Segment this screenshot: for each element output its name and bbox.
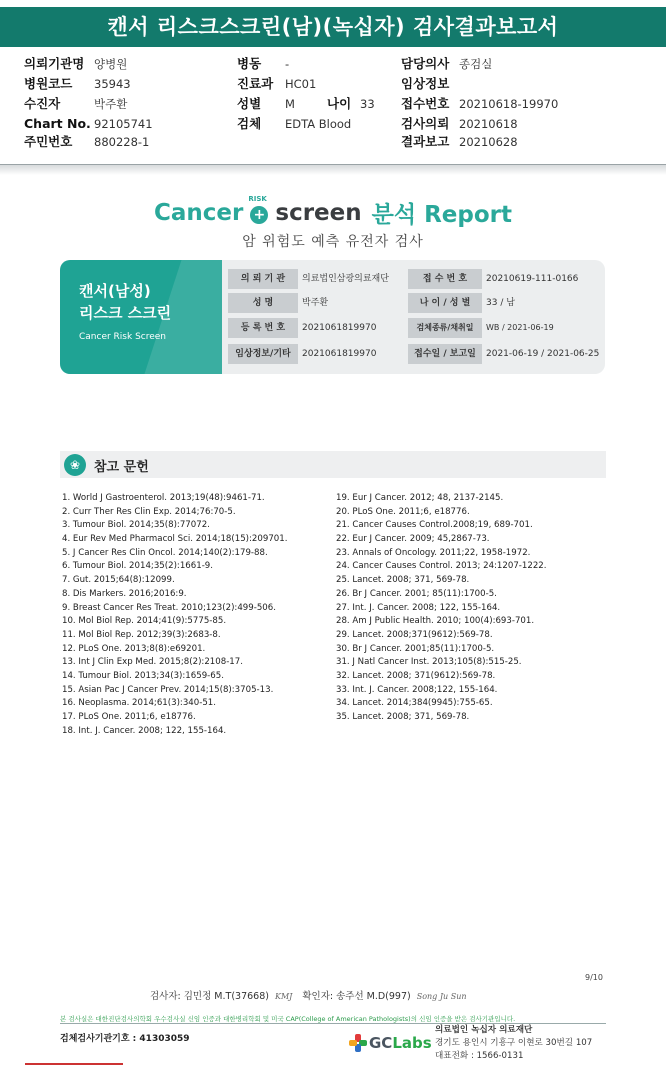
report-title: 캔서 리스크스크린(남)(녹십자) 검사결과보고서 — [0, 7, 666, 47]
logo-gc: GC — [369, 1034, 393, 1052]
organization-name: 의료법인 녹십자 의료재단 — [435, 1025, 533, 1035]
reference-item: 28. Am J Public Health. 2010; 100(4):693-701. — [336, 616, 535, 627]
card-value: 의료법인삼광의료재단 — [302, 274, 389, 284]
reference-item: 16. Neoplasma. 2014;61(3):340-51. — [62, 698, 216, 709]
info-label: 검체 — [237, 116, 262, 131]
info-label: Chart No. — [24, 116, 91, 131]
info-label: 성별 — [237, 96, 262, 111]
info-value: HC01 — [285, 77, 317, 91]
reference-item: 19. Eur J Cancer. 2012; 48, 2137-2145. — [336, 493, 504, 503]
info-row — [237, 116, 351, 132]
info-label: 의뢰기관명 — [24, 56, 85, 71]
info-value: EDTA Blood — [285, 117, 352, 131]
brand-risk: RISK — [248, 194, 267, 203]
report-subtitle: 암 위험도 예측 유전자 검사 — [242, 234, 424, 250]
risk-plus-icon: RISK + — [248, 194, 267, 223]
reference-item: 17. PLoS One. 2011;6, e18776. — [62, 712, 196, 722]
divider — [0, 165, 666, 175]
gc-labs-logo — [349, 1031, 432, 1055]
reference-item: 24. Cancer Causes Control. 2013; 24:1207-1222. — [336, 561, 547, 572]
reference-item: 23. Annals of Oncology. 2011;22, 1958-1972. — [336, 547, 531, 558]
info-label: 검사의뢰 — [401, 116, 450, 131]
info-value: 880228-1 — [94, 135, 150, 149]
info-row — [401, 56, 492, 72]
info-value: 양병원 — [94, 57, 128, 71]
info-row — [24, 76, 131, 92]
logo-labs: Labs — [392, 1034, 432, 1052]
info-row — [401, 134, 518, 150]
organization-info — [435, 1024, 592, 1063]
info-row — [401, 76, 459, 92]
info-value: 35943 — [94, 77, 131, 91]
reference-item: 22. Eur J Cancer. 2009; 45,2867-73. — [336, 534, 490, 545]
info-value: 20210618 — [459, 117, 518, 131]
page-number: 9/10 — [585, 973, 603, 982]
patient-info — [0, 47, 666, 165]
card-title: 리스크 스크린 — [79, 304, 172, 322]
info-value: - — [285, 57, 290, 71]
info-row — [237, 56, 289, 72]
reference-item: 30. Br J Cancer. 2001;85(11):1700-5. — [336, 643, 495, 654]
reference-item: 25. Lancet. 2008; 371, 569-78. — [336, 575, 470, 586]
info-label: 담당의사 — [401, 56, 450, 71]
reference-item: 35. Lancet. 2008; 371, 569-78. — [336, 712, 470, 722]
info-row — [24, 116, 153, 132]
info-value: 박주환 — [94, 97, 128, 111]
reference-item: 32. Lancet. 2008; 371(9612):569-78. — [336, 670, 496, 681]
reference-item: 31. J Natl Cancer Inst. 2013;105(8):515-25. — [336, 657, 522, 668]
info-row — [24, 96, 127, 112]
info-label: 진료과 — [237, 76, 274, 91]
references-title: 참고 문헌 — [94, 460, 149, 475]
card-value: 2021061819970 — [302, 349, 377, 359]
reference-item: 6. Tumour Biol. 2014;35(2):1661-9. — [62, 561, 213, 572]
reference-item: 4. Eur Rev Med Pharmacol Sci. 2014;18(15):209701. — [62, 534, 288, 545]
reference-item: 11. Mol Biol Rep. 2012;39(3):2683-8. — [62, 629, 221, 640]
info-row — [401, 96, 558, 112]
card-value: 33 / 남 — [486, 298, 515, 308]
card-value: WB / 2021-06-19 — [486, 323, 554, 332]
card-table — [60, 260, 605, 374]
info-row — [237, 96, 375, 112]
brand-screen: screen — [275, 199, 362, 226]
reference-item: 3. Tumour Biol. 2014;35(8):77072. — [62, 520, 210, 531]
info-value: 20210618-19970 — [459, 97, 559, 111]
card-value: 2021061819970 — [302, 323, 377, 333]
reference-item: 12. PLoS One. 2013;8(8):e69201. — [62, 643, 206, 654]
reference-item: 20. PLoS One. 2011;6, e18776. — [336, 506, 470, 517]
reference-item: 10. Mol Biol Rep. 2014;41(9):5775-85. — [62, 616, 227, 627]
references-list-right — [336, 492, 547, 725]
info-row — [237, 76, 316, 92]
info-label: 접수번호 — [401, 96, 450, 111]
reference-item: 13. Int J Clin Exp Med. 2015;8(2):2108-17. — [62, 657, 243, 668]
reference-item: 9. Breast Cancer Res Treat. 2010;123(2):499-506. — [62, 602, 276, 613]
info-row — [24, 56, 127, 72]
card-label: 나 이 / 성 별 — [408, 293, 482, 313]
examiner: 검사자: 김민정 M.T(37668) — [150, 991, 269, 1002]
reference-item: 8. Dis Markers. 2016;2016:9. — [62, 588, 187, 599]
reference-item: 27. Int. J. Cancer. 2008; 122, 155-164. — [336, 602, 501, 613]
brand-heading — [0, 196, 666, 232]
info-label: 주민번호 — [24, 134, 73, 149]
card-label: 임상정보/기타 — [228, 344, 298, 364]
reference-item: 26. Br J Cancer. 2001; 85(11):1700-5. — [336, 588, 497, 599]
reference-item: 5. J Cancer Res Clin Oncol. 2014;140(2):179-88. — [62, 547, 268, 558]
confirmer-signature: Song Ju Sun — [416, 992, 467, 1001]
card-value: 20210619-111-0166 — [486, 274, 579, 284]
info-row — [24, 134, 149, 150]
info-label: 병동 — [237, 56, 262, 71]
confirmer: 확인자: 송주선 M.D(997) — [302, 991, 411, 1002]
info-label: 나이 — [327, 96, 352, 111]
card-label: 검체종류/채취일 — [408, 318, 482, 338]
reference-item: 33. Int. J. Cancer. 2008;122, 155-164. — [336, 684, 498, 695]
card-label: 성 명 — [228, 293, 298, 313]
signature-row — [150, 988, 477, 1002]
references-header — [60, 451, 606, 478]
organization-phone: 대표전화 : 1566-0131 — [435, 1051, 524, 1061]
card-label: 접 수 번 호 — [408, 269, 482, 289]
brand-report: 분석 Report — [371, 202, 512, 228]
card-value: 박주환 — [302, 298, 329, 308]
card-label: 등 록 번 호 — [228, 318, 298, 338]
plus-logo-icon — [349, 1034, 367, 1052]
card-title-en: Cancer Risk Screen — [79, 332, 167, 342]
card-title: 캔서(남성) — [79, 282, 151, 300]
info-value: 33 — [360, 97, 375, 111]
reference-item: 21. Cancer Causes Control.2008;19, 689-701. — [336, 520, 533, 531]
organization-address: 경기도 용인시 기흥구 이현로 30번길 107 — [435, 1038, 593, 1048]
reference-item: 2. Curr Ther Res Clin Exp. 2014;76:70-5. — [62, 506, 236, 517]
info-label: 결과보고 — [401, 134, 450, 149]
info-value: 20210628 — [459, 135, 518, 149]
info-label: 수진자 — [24, 96, 61, 111]
reference-item: 34. Lancet. 2014;384(9945):755-65. — [336, 698, 493, 709]
info-value: 종검실 — [459, 57, 493, 71]
summary-card — [60, 260, 605, 374]
reference-item: 1. World J Gastroenterol. 2013;19(48):9461-71. — [62, 493, 265, 503]
reference-item: 29. Lancet. 2008;371(9612):569-78. — [336, 629, 493, 640]
reference-item: 18. Int. J. Cancer. 2008; 122, 155-164. — [62, 725, 227, 736]
institution-code: 검체검사기관기호 : 41303059 — [60, 1034, 190, 1044]
references-list-left — [62, 492, 287, 738]
info-row — [401, 116, 518, 132]
info-value: 92105741 — [94, 117, 153, 131]
card-label: 의 뢰 기 관 — [228, 269, 298, 289]
reference-item: 14. Tumour Biol. 2013;34(3):1659-65. — [62, 670, 224, 681]
card-value: 2021-06-19 / 2021-06-25 — [486, 349, 600, 359]
info-value: M — [285, 97, 295, 111]
reference-item: 7. Gut. 2015;64(8):12099. — [62, 575, 175, 586]
reference-item: 15. Asian Pac J Cancer Prev. 2014;15(8):3705-13. — [62, 684, 274, 695]
info-label: 임상정보 — [401, 76, 450, 91]
certification-note: 본 검사실은 대한진단검사의학회 우수검사실 신임 인증과 대한병리학회 및 미국 CAP(College of American Pathologists)의 신임 인증을 받은 검사기관입니다. — [60, 1015, 516, 1023]
divider — [25, 1063, 123, 1065]
info-label: 병원코드 — [24, 76, 73, 91]
examiner-signature: KMJ — [274, 992, 293, 1001]
book-icon: ❀ — [64, 454, 86, 476]
card-label: 접수일 / 보고일 — [408, 344, 482, 364]
brand-cancer: Cancer — [154, 199, 244, 226]
